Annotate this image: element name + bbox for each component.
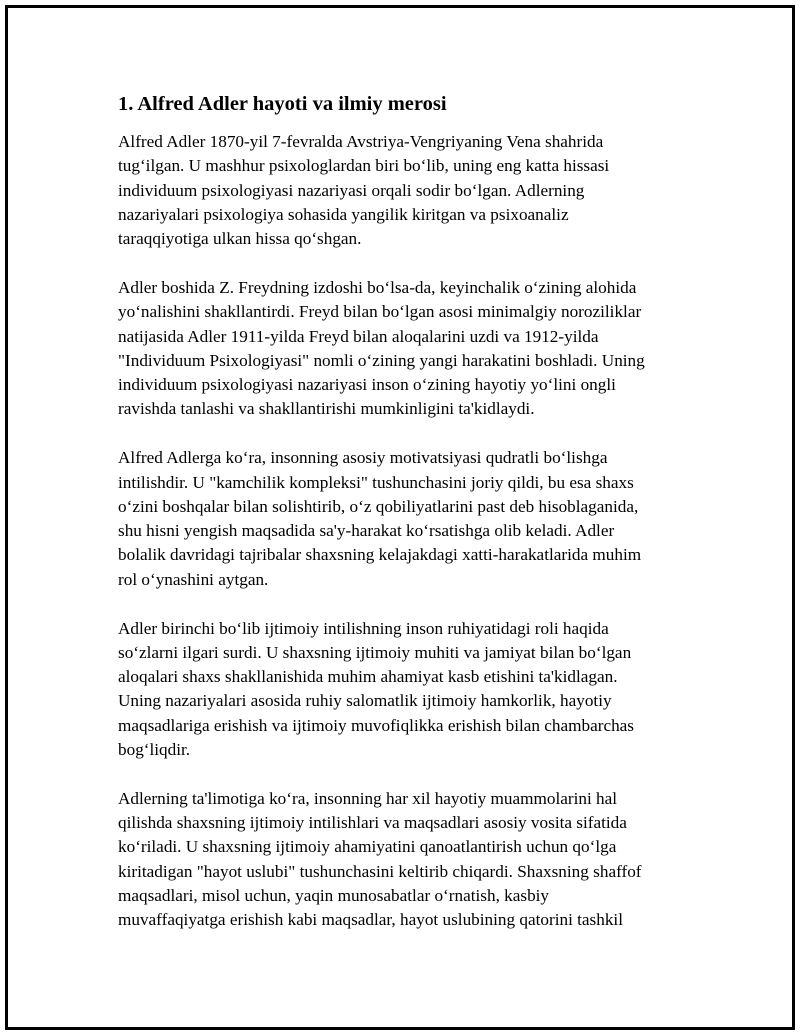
text-line: nazariyalari psixologiya sohasida yangilik kiritgan va psixoanaliz	[118, 204, 569, 224]
text-line: maqsadlari, misol uchun, yaqin munosabatlar o‘rnatish, kasbiy	[118, 886, 550, 906]
text-line: aloqalari shaxs shakllanishida muhim ahamiyat kasb etishini ta'kidlagan.	[118, 667, 618, 687]
text-line: muvaffaqiyatga erishish kabi maqsadlar, hayot uslubining qatorini tashkil	[118, 910, 623, 930]
paragraph	[118, 617, 693, 763]
text-line: bolalik davridagi tajribalar shaxsning kelajakdagi xatti-harakatlarida muhim	[118, 545, 642, 565]
text-line: ravishda tanlashi va shakllantirishi mumkinligini ta'kidlaydi.	[118, 399, 535, 419]
document-body	[118, 90, 693, 957]
paragraph	[118, 276, 693, 422]
text-line: "Individuum Psixologiyasi" nomli o‘zining yangi harakatini boshladi. Uning	[118, 350, 645, 370]
text-line: Adler boshida Z. Freydning izdoshi bo‘lsa-da, keyinchalik o‘zining alohida	[118, 277, 637, 297]
text-line: Alfred Adler 1870-yil 7-fevralda Avstriya-Vengriyaning Vena shahrida	[118, 132, 604, 151]
paragraph-list	[118, 130, 693, 933]
text-line: o‘zini boshqalar bilan solishtirib, o‘z qobiliyatlarini past deb hisoblaganida,	[118, 496, 639, 516]
text-line: intilishdir. U "kamchilik kompleksi" tushunchasini joriy qildi, bu esa shaxs	[118, 472, 634, 492]
text-line: maqsadlariga erishish va ijtimoiy muvofiqlikka erishish bilan chambarchas	[118, 715, 634, 735]
text-line: Uning nazariyalari asosida ruhiy salomatlik ijtimoiy hamkorlik, hayotiy	[118, 691, 612, 711]
section-heading: 1. Alfred Adler hayoti va ilmiy merosi	[118, 93, 447, 115]
text-line: Adler birinchi bo‘lib ijtimoiy intilishning inson ruhiyatidagi roli haqida	[118, 618, 609, 638]
text-line: individuum psixologiyasi nazariyasi orqali sodir bo‘lgan. Adlerning	[118, 180, 585, 200]
text-line: rol o‘ynashini aytgan.	[118, 569, 269, 589]
text-line: tug‘ilgan. U mashhur psixologlardan biri bo‘lib, uning eng katta hissasi	[118, 156, 610, 176]
text-line: Alfred Adlerga ko‘ra, insonning asosiy motivatsiyasi qudratli bo‘lishga	[118, 448, 608, 468]
paragraph	[118, 130, 693, 251]
text-line: taraqqiyotiga ulkan hissa qo‘shgan.	[118, 229, 362, 249]
text-line: qilishda shaxsning ijtimoiy intilishlari va maqsadlari asosiy vosita sifatida	[118, 813, 627, 833]
text-line: kiritadigan "hayot uslubi" tushunchasini keltirib chiqardi. Shaxsning shaffof	[118, 861, 642, 881]
paragraph	[118, 446, 693, 592]
text-line: individuum psixologiyasi nazariyasi inson o‘zining hayotiy yo‘lini ongli	[118, 375, 616, 395]
text-line: bog‘liqdir.	[118, 740, 191, 760]
text-line: yo‘nalishini shakllantirdi. Freyd bilan bo‘lgan asosi minimalgiy noroziliklar	[118, 302, 642, 322]
text-line: shu hisni yengish maqsadida sa'y-harakat ko‘rsatishga olib keladi. Adler	[118, 521, 615, 541]
text-line: Adlerning ta'limotiga ko‘ra, insonning har xil hayotiy muammolarini hal	[118, 788, 618, 808]
text-line: natijasida Adler 1911-yilda Freyd bilan aloqalarini uzdi va 1912-yilda	[118, 326, 599, 346]
text-line: ko‘riladi. U shaxsning ijtimoiy ahamiyatini qanoatlantirish uchun qo‘lga	[118, 837, 617, 857]
paragraph	[118, 787, 693, 933]
text-line: so‘zlarni ilgari surdi. U shaxsning ijtimoiy muhiti va jamiyat bilan bo‘lgan	[118, 642, 632, 662]
